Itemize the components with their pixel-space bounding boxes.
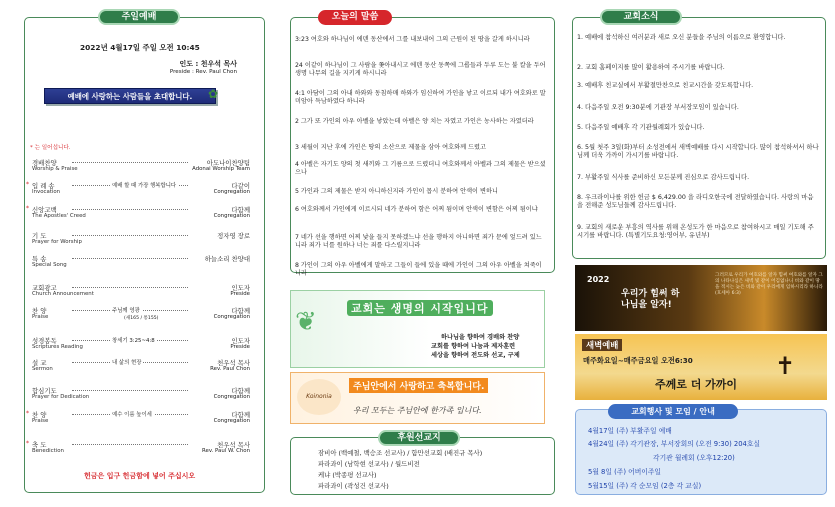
verse: 24 이같이 하나님이 그 사람을 쫓아내시고 에덴 동산 동쪽에 그룹들과 두루 도는 불 칼을 두어 생명 나무의 길을 지키게 하시니라 xyxy=(295,62,546,78)
news-item: 8. 우크라이나를 위한 헌금 $ 6,429.00 을 라디오한국에 전달하였습니다. 사랑의 마음을 전해준 성도님들께 감사드립니다. xyxy=(577,194,814,210)
verse: 6 여호와께서 가인에게 이르시되 네가 분하여 함은 어찌 됨이며 안색이 변함은 어찌 됨이냐 xyxy=(295,206,538,213)
dawn-banner xyxy=(575,334,827,400)
worship-item-leader: 천우석 목사 xyxy=(217,359,250,367)
news-item: 3. 예배후 친교실에서 부활절만찬으로 친교시간을 갖도록합니다. xyxy=(577,82,754,89)
leader-dots xyxy=(72,162,188,163)
worship-item-leader: 다함께 xyxy=(231,411,250,419)
koinonia-logo-text: Koinonia xyxy=(306,393,332,400)
event-item: 4월17일 (주) 부활주일 예배 xyxy=(588,427,672,435)
worship-item-leader: 하늘소리 찬양대 xyxy=(204,255,250,263)
flower-icon: ✿ xyxy=(208,87,219,101)
news-item: 9. 교회의 새로운 부흥의 역사를 위해 온성도가 한 마음으로 참여하시고 매일 기도해 주시기를 바랍니다. (특별기도요청:영어부, 유년부) xyxy=(577,224,814,240)
vision-line: 하나님을 향하여 경배와 찬양 xyxy=(441,334,520,341)
promo-year: 2022 xyxy=(587,275,610,284)
scripture-header: 오늘의 말씀 xyxy=(318,10,392,25)
worship-item-english: Praise xyxy=(32,418,49,424)
verse: 3 세월이 지난 후에 가인은 땅의 소산으로 제물을 삼아 여호와께 드렸고 xyxy=(295,144,486,151)
news-frame xyxy=(572,17,826,259)
worship-item-detail: 예수 이름 높이세 xyxy=(112,412,152,418)
koinonia-logo xyxy=(297,379,341,415)
worship-item-name: 경배찬양 xyxy=(32,159,57,167)
mission-item: 잠비아 (백예철, 백승조 선교사) / 함만선교회 (배진규 목사) xyxy=(318,449,483,457)
welcome-box xyxy=(290,372,545,424)
promo-main: 우리가 힘써 하나님을 알자! xyxy=(621,289,680,310)
worship-item-name: 성경봉독 xyxy=(32,337,57,345)
worship-item-name: 입 례 송 xyxy=(32,182,55,190)
worship-item-leader: 다함께 xyxy=(231,387,250,395)
mission-item: 파라과이 (곽성건 선교사) xyxy=(318,482,389,490)
worship-presider: Preside : Rev. Paul Chon xyxy=(169,69,237,75)
worship-item-leader-english: Congregation xyxy=(213,213,250,219)
worship-item-detail: 창세기 3:25~4:8 xyxy=(112,338,155,344)
worship-item-name: 신앙고백 xyxy=(32,206,57,214)
event-item: 각기관 월례회 (오후12:20) xyxy=(653,454,735,462)
worship-leader: 인도 : 천우석 목사 xyxy=(179,60,237,68)
event-item: 5월 8일 (주) 어버이주일 xyxy=(588,468,661,476)
worship-item-hymn: (새165 / 통155) xyxy=(124,316,159,321)
worship-item-name: 교회광고 xyxy=(32,284,57,292)
verse: 7 네가 선을 행하면 어찌 낯을 들지 못하겠느냐 선을 행하지 아니하면 죄가 문에 엎드려 있느니라 죄가 너를 원하나 너는 죄를 다스릴지니라 xyxy=(295,234,542,250)
event-item: 5월15일 (주) 각 순모임 (2층 각 교실) xyxy=(588,482,702,490)
worship-item-leader-english: Adonai Worship Team xyxy=(192,166,250,172)
worship-item-leader: 천우석 목사 xyxy=(217,441,250,449)
worship-item-name: 축 도 xyxy=(32,441,47,449)
news-item: 6. 5월 첫주 3일(화)부터 소성전에서 새벽예배를 다시 시작합니다. 많이 참석하셔서 하나님께 더욱 가까이 가시기를 바랍니다. xyxy=(577,144,819,160)
cross-icon: ✝ xyxy=(775,352,796,380)
leader-dots xyxy=(72,209,188,210)
worship-item-name: 기 도 xyxy=(32,232,47,240)
worship-item-leader-english: Congregation xyxy=(213,189,250,195)
vision-dove-icon: ❦ xyxy=(295,307,317,337)
verse: 4:1 아담이 그의 아내 하와와 동침하매 하와가 임신하여 가인을 낳고 이르되 내가 여호와로 말미암아 득남하였다 하니라 xyxy=(295,90,546,106)
worship-item-english: Special Song xyxy=(32,262,67,268)
worship-item-name: 특 송 xyxy=(32,255,47,263)
worship-item-leader: 다함께 xyxy=(231,206,250,214)
worship-item-leader-english: Congregation xyxy=(213,418,250,424)
vision-line: 세상을 향하여 전도와 선교, 구제 xyxy=(431,352,520,359)
news-item: 5. 다음주일 예배후 각 기관월례회가 있습니다. xyxy=(577,124,705,131)
worship-item-english: Praise xyxy=(32,314,49,320)
invite-banner xyxy=(44,87,219,104)
worship-item-detail: 내 삶의 현장 xyxy=(112,360,142,366)
leader-dots xyxy=(72,287,188,288)
worship-item-english: Invocation xyxy=(32,189,61,195)
promo-banner xyxy=(575,265,827,331)
stand-marker: * xyxy=(26,181,29,188)
mission-item: 파라과이 (남학현 선교사) / 월드비전 xyxy=(318,460,420,468)
worship-item-name: 찬 양 xyxy=(32,411,47,419)
dawn-sub: 매주화요일~매주금요일 오전6:30 xyxy=(583,356,693,365)
worship-item-leader-english: Rev. Paul Chon xyxy=(210,366,250,372)
news-header: 교회소식 xyxy=(600,9,682,25)
worship-item-english: Scriptures Reading xyxy=(32,344,83,350)
welcome-slogan: 우리 모두는 주님안에 한가족 입니다. xyxy=(353,406,482,415)
worship-item-english: Worship & Praise xyxy=(32,166,78,172)
worship-item-name: 찬 양 xyxy=(32,307,47,315)
worship-item-english: Sermon xyxy=(32,366,53,372)
vision-box xyxy=(290,290,545,368)
stand-note: * 는 일어섭니다. xyxy=(30,145,71,151)
events-header: 교회행사 및 모임 / 안내 xyxy=(608,404,738,419)
worship-item-english: Prayer for Worship xyxy=(32,239,82,245)
welcome-title: 주님안에서 사랑하고 축복합니다. xyxy=(349,378,488,393)
promo-small: 그러므로 우리가 여호와를 알자 힘써 여호와를 알자 그의 나타나심은 새벽 빛 같이 어김없나니 비와 같이 땅을 적시는 늦은 비와 같이 우리에게 임하시리라 하니라 (호세아 6:3) xyxy=(715,273,823,296)
worship-header: 주일예배 xyxy=(98,9,180,25)
worship-item-english: The Apostles' Creed xyxy=(32,213,86,219)
news-item: 4. 다음주일 오전 9:30분에 기관장 부서장모임이 있습니다. xyxy=(577,104,739,111)
worship-item-english: Benediction xyxy=(32,448,64,454)
worship-item-leader: 인도자 xyxy=(231,284,250,292)
dawn-tagline: 주께로 더 가까이 xyxy=(655,378,738,391)
missions-header: 후원선교지 xyxy=(378,430,460,446)
vision-title: 교회는 생명의 시작입니다 xyxy=(347,300,493,316)
dawn-title: 새벽예배 xyxy=(582,339,622,351)
worship-item-english: Prayer for Dedication xyxy=(32,394,90,400)
verse: 4 아벨은 자기도 양의 첫 새끼와 그 기름으로 드렸더니 여호와께서 아벨과 그의 제물은 받으셨으나 xyxy=(295,161,546,177)
worship-date: 2022년 4월17일 주일 오전 10:45 xyxy=(80,43,200,52)
leader-dots xyxy=(72,235,188,236)
leader-dots xyxy=(72,258,188,259)
worship-item-leader-english: Preside xyxy=(230,344,250,350)
worship-item-leader: 인도자 xyxy=(231,337,250,345)
stand-marker: * xyxy=(26,410,29,417)
stand-marker: * xyxy=(26,205,29,212)
verse: 2 그가 또 가인의 아우 아벨을 낳았는데 아벨은 양 치는 자였고 가인은 농사하는 자였더라 xyxy=(295,118,534,125)
worship-item-name: 합심기도 xyxy=(32,387,57,395)
mission-item: 케냐 (박종평 선교사) xyxy=(318,471,377,479)
invite-banner-text: 예배에 사랑하는 사람들을 초대합니다. xyxy=(67,92,193,101)
worship-item-name: 설 교 xyxy=(32,359,47,367)
vision-line: 교회를 향하여 나눔과 제자훈련 xyxy=(431,343,516,350)
worship-item-leader-english: Congregation xyxy=(213,394,250,400)
worship-item-leader-english: Preside xyxy=(230,291,250,297)
verse: 8 가인이 그의 아우 아벨에게 말하고 그들이 들에 있을 때에 가인이 그의 아우 아벨을 쳐죽이니라 xyxy=(295,262,542,278)
worship-item-leader: 아도나이찬양팀 xyxy=(206,159,250,167)
news-item: 1. 예배에 참석하신 여러분과 새로 오신 분들을 주님의 이름으로 환영합니다. xyxy=(577,34,786,41)
verse: 3:23 여호와 하나님이 에덴 동산에서 그를 내보내어 그의 근원이 된 땅을 갈게 하시니라 xyxy=(295,36,530,43)
news-item: 2. 교회 홈페이지를 많이 활용하여 주시기를 바랍니다. xyxy=(577,64,725,71)
worship-item-leader-english: Rev. Paul W. Chon xyxy=(202,448,250,454)
worship-item-leader: 정자영 장로 xyxy=(217,232,250,240)
leader-dots xyxy=(72,390,188,391)
verse: 5 가인과 그의 제물은 받지 아니하신지라 가인이 몹시 분하여 안색이 변하니 xyxy=(295,188,498,195)
leader-dots xyxy=(72,444,188,445)
stand-marker: * xyxy=(26,440,29,447)
worship-item-detail: 주님께 영광 xyxy=(112,308,140,314)
event-item: 4월24일 (주) 각기관장, 부서장회의 (오전 9:30) 204호실 xyxy=(588,440,760,448)
worship-item-detail: 예배 할 때 가장 행복합니다 xyxy=(112,183,177,189)
news-item: 7. 부활주일 식사를 준비하신 모든분께 진심으로 감사드립니다. xyxy=(577,174,750,181)
worship-item-english: Church Announcement xyxy=(32,291,94,297)
offering-note: 헌금은 입구 헌금함에 넣어 주십시오 xyxy=(84,472,196,480)
worship-item-leader: 다같이 xyxy=(231,182,250,190)
worship-item-leader: 다함께 xyxy=(231,307,250,315)
worship-item-leader-english: Congregation xyxy=(213,314,250,320)
